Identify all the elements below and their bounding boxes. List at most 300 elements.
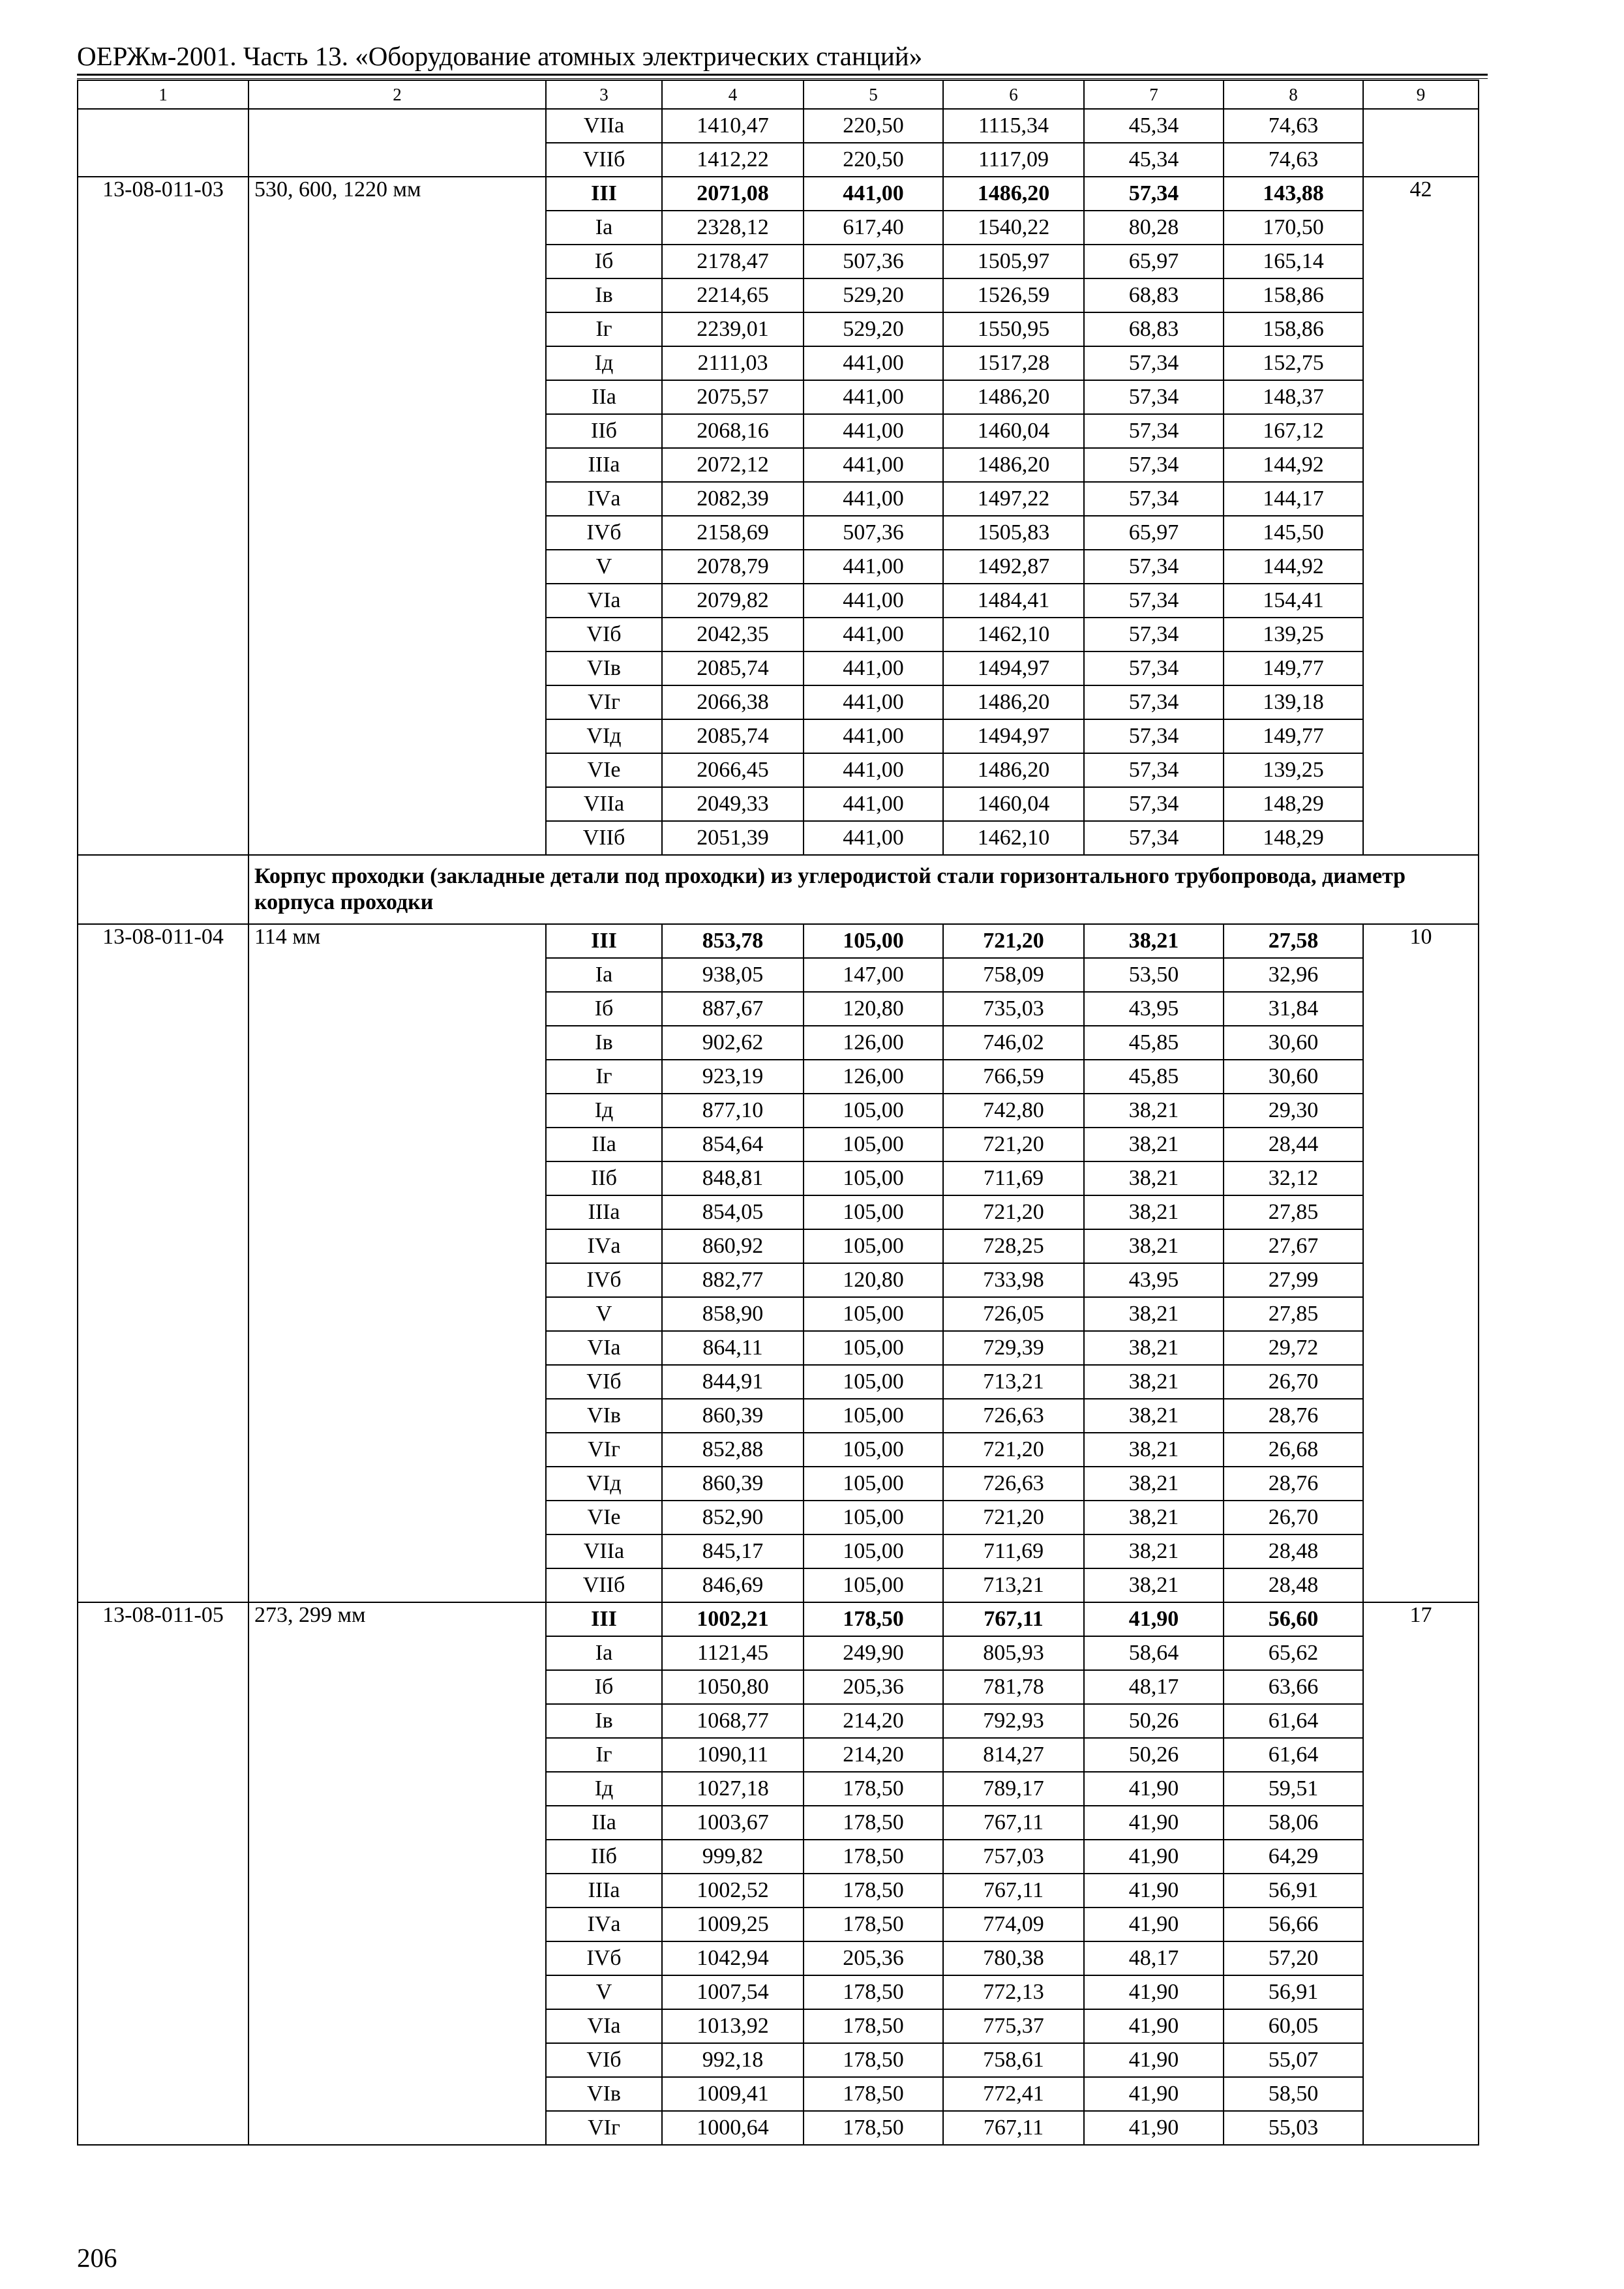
value-cell-5: 178,50: [804, 1772, 943, 1806]
table-row: [78, 1331, 1479, 1365]
unit-count-cell: [1363, 1501, 1479, 1534]
value-cell-3: Iв: [546, 1704, 662, 1738]
value-cell-5: 147,00: [804, 958, 943, 992]
table-row: [78, 1602, 1479, 1636]
value-cell-6: 774,09: [943, 1908, 1084, 1941]
value-cell-7: 41,90: [1084, 1840, 1224, 1874]
value-cell-3: Iд: [546, 1094, 662, 1128]
value-cell-7: 38,21: [1084, 1195, 1224, 1229]
value-cell-4: 860,92: [662, 1229, 804, 1263]
unit-count-cell: [1363, 2077, 1479, 2111]
unit-count-cell: [1363, 2111, 1479, 2145]
table-row: [78, 109, 1479, 143]
code-cell: [78, 143, 248, 177]
value-cell-6: 711,69: [943, 1534, 1084, 1568]
description-cell: [248, 346, 546, 380]
value-cell-4: 845,17: [662, 1534, 804, 1568]
code-cell: [78, 1670, 248, 1704]
value-cell-3: V: [546, 1297, 662, 1331]
value-cell-4: 1000,64: [662, 2111, 804, 2145]
value-cell-7: 48,17: [1084, 1670, 1224, 1704]
value-cell-6: 721,20: [943, 924, 1084, 958]
value-cell-4: 1009,25: [662, 1908, 804, 1941]
table-row: [78, 1704, 1479, 1738]
value-cell-6: 1517,28: [943, 346, 1084, 380]
code-cell: [78, 2009, 248, 2043]
unit-count-cell: [1363, 414, 1479, 448]
value-cell-3: IIIа: [546, 1195, 662, 1229]
value-cell-3: IVа: [546, 1908, 662, 1941]
table-row: [78, 2009, 1479, 2043]
value-cell-5: 105,00: [804, 1399, 943, 1433]
value-cell-3: IVа: [546, 1229, 662, 1263]
unit-count-cell: [1363, 1467, 1479, 1501]
value-cell-6: 1486,20: [943, 685, 1084, 719]
value-cell-8: 28,44: [1224, 1128, 1363, 1161]
description-cell: [248, 1501, 546, 1534]
unit-count-cell: [1363, 584, 1479, 618]
code-cell: [78, 312, 248, 346]
value-cell-5: 441,00: [804, 651, 943, 685]
unit-count-cell: 17: [1363, 1602, 1479, 1636]
value-cell-4: 2085,74: [662, 719, 804, 753]
code-cell: [78, 1874, 248, 1908]
table-row: [78, 1806, 1479, 1840]
description-cell: [248, 550, 546, 584]
unit-count-cell: [1363, 1433, 1479, 1467]
table-row: [78, 380, 1479, 414]
value-cell-8: 30,60: [1224, 1060, 1363, 1094]
value-cell-4: 860,39: [662, 1467, 804, 1501]
value-cell-6: 1462,10: [943, 618, 1084, 651]
value-cell-8: 167,12: [1224, 414, 1363, 448]
value-cell-5: 105,00: [804, 1229, 943, 1263]
value-cell-7: 57,34: [1084, 618, 1224, 651]
value-cell-7: 57,34: [1084, 177, 1224, 211]
unit-count-cell: [1363, 312, 1479, 346]
code-cell: [78, 380, 248, 414]
unit-count-cell: [1363, 1975, 1479, 2009]
value-cell-8: 60,05: [1224, 2009, 1363, 2043]
value-cell-6: 1505,83: [943, 516, 1084, 550]
value-cell-7: 48,17: [1084, 1941, 1224, 1975]
value-cell-3: Iа: [546, 958, 662, 992]
value-cell-7: 57,34: [1084, 651, 1224, 685]
value-cell-7: 68,83: [1084, 278, 1224, 312]
table-row: [78, 346, 1479, 380]
value-cell-6: 721,20: [943, 1433, 1084, 1467]
value-cell-3: Iд: [546, 1772, 662, 1806]
value-cell-7: 38,21: [1084, 1094, 1224, 1128]
code-cell: [78, 1908, 248, 1941]
table-row: [78, 1975, 1479, 2009]
value-cell-4: 1007,54: [662, 1975, 804, 2009]
value-cell-4: 2066,38: [662, 685, 804, 719]
value-cell-7: 45,34: [1084, 109, 1224, 143]
value-cell-3: IIа: [546, 380, 662, 414]
value-cell-3: VIIа: [546, 1534, 662, 1568]
table-row: [78, 1128, 1479, 1161]
value-cell-7: 57,34: [1084, 380, 1224, 414]
code-cell: [78, 821, 248, 855]
value-cell-4: 854,64: [662, 1128, 804, 1161]
value-cell-8: 26,68: [1224, 1433, 1363, 1467]
code-cell: [78, 1467, 248, 1501]
code-cell: [78, 448, 248, 482]
table-row: [78, 719, 1479, 753]
value-cell-4: 882,77: [662, 1263, 804, 1297]
unit-count-cell: [1363, 1331, 1479, 1365]
value-cell-6: 735,03: [943, 992, 1084, 1026]
value-cell-8: 56,91: [1224, 1874, 1363, 1908]
value-cell-5: 105,00: [804, 1094, 943, 1128]
value-cell-6: 758,61: [943, 2043, 1084, 2077]
description-cell: 530, 600, 1220 мм: [248, 177, 546, 211]
unit-count-cell: [1363, 753, 1479, 787]
code-cell: [78, 1433, 248, 1467]
value-cell-4: 852,88: [662, 1433, 804, 1467]
value-cell-5: 105,00: [804, 924, 943, 958]
value-cell-5: 178,50: [804, 2043, 943, 2077]
unit-count-cell: [1363, 1908, 1479, 1941]
value-cell-8: 30,60: [1224, 1026, 1363, 1060]
code-cell: [78, 787, 248, 821]
value-cell-6: 1486,20: [943, 448, 1084, 482]
description-cell: [248, 1704, 546, 1738]
table-row: [78, 1840, 1479, 1874]
value-cell-7: 57,34: [1084, 346, 1224, 380]
unit-count-cell: [1363, 1772, 1479, 1806]
description-cell: [248, 245, 546, 278]
value-cell-5: 441,00: [804, 482, 943, 516]
value-cell-8: 58,06: [1224, 1806, 1363, 1840]
value-cell-8: 27,99: [1224, 1263, 1363, 1297]
page-number: 206: [77, 2243, 117, 2273]
value-cell-5: 220,50: [804, 109, 943, 143]
value-cell-7: 65,97: [1084, 245, 1224, 278]
value-cell-8: 143,88: [1224, 177, 1363, 211]
code-cell: [78, 109, 248, 143]
unit-count-cell: 42: [1363, 177, 1479, 211]
table-row: [78, 1772, 1479, 1806]
value-cell-6: 726,63: [943, 1467, 1084, 1501]
table-row: [78, 278, 1479, 312]
value-cell-8: 158,86: [1224, 312, 1363, 346]
value-cell-4: 854,05: [662, 1195, 804, 1229]
value-cell-4: 999,82: [662, 1840, 804, 1874]
value-cell-8: 55,07: [1224, 2043, 1363, 2077]
value-cell-7: 38,21: [1084, 1161, 1224, 1195]
unit-count-cell: [1363, 1094, 1479, 1128]
value-cell-6: 1550,95: [943, 312, 1084, 346]
value-cell-8: 63,66: [1224, 1670, 1363, 1704]
value-cell-4: 1068,77: [662, 1704, 804, 1738]
description-cell: [248, 2009, 546, 2043]
value-cell-3: III: [546, 924, 662, 958]
value-cell-3: VIе: [546, 753, 662, 787]
value-cell-4: 1002,52: [662, 1874, 804, 1908]
value-cell-6: 1484,41: [943, 584, 1084, 618]
value-cell-5: 105,00: [804, 1568, 943, 1602]
value-cell-8: 59,51: [1224, 1772, 1363, 1806]
value-cell-5: 214,20: [804, 1704, 943, 1738]
value-cell-7: 38,21: [1084, 1568, 1224, 1602]
value-cell-5: 507,36: [804, 516, 943, 550]
value-cell-5: 178,50: [804, 1840, 943, 1874]
value-cell-4: 2085,74: [662, 651, 804, 685]
code-cell: [78, 1161, 248, 1195]
code-cell: [78, 958, 248, 992]
value-cell-3: VIIб: [546, 1568, 662, 1602]
value-cell-4: 2214,65: [662, 278, 804, 312]
code-cell: [78, 414, 248, 448]
value-cell-7: 57,34: [1084, 414, 1224, 448]
description-cell: [248, 109, 546, 143]
table-row: [78, 1297, 1479, 1331]
table-row: [78, 651, 1479, 685]
table-row: [78, 482, 1479, 516]
value-cell-5: 178,50: [804, 2009, 943, 2043]
description-cell: [248, 753, 546, 787]
table-row: [78, 1738, 1479, 1772]
value-cell-5: 178,50: [804, 1975, 943, 2009]
value-cell-3: IIIа: [546, 448, 662, 482]
value-cell-3: Iг: [546, 312, 662, 346]
value-cell-3: VIд: [546, 1467, 662, 1501]
value-cell-3: VIб: [546, 1365, 662, 1399]
value-cell-7: 57,34: [1084, 482, 1224, 516]
description-cell: [248, 414, 546, 448]
code-cell: [78, 1568, 248, 1602]
value-cell-7: 38,21: [1084, 1534, 1224, 1568]
value-cell-8: 149,77: [1224, 719, 1363, 753]
value-cell-8: 56,91: [1224, 1975, 1363, 2009]
unit-count-cell: 10: [1363, 924, 1479, 958]
description-cell: [248, 787, 546, 821]
value-cell-8: 56,66: [1224, 1908, 1363, 1941]
unit-count-cell: [1363, 143, 1479, 177]
value-cell-8: 139,18: [1224, 685, 1363, 719]
code-cell: [78, 1636, 248, 1670]
code-cell: 13-08-011-03: [78, 177, 248, 211]
value-cell-3: VIв: [546, 2077, 662, 2111]
value-cell-4: 2068,16: [662, 414, 804, 448]
table-row: [78, 1908, 1479, 1941]
description-cell: [248, 1263, 546, 1297]
value-cell-4: 2078,79: [662, 550, 804, 584]
unit-count-cell: [1363, 1874, 1479, 1908]
value-cell-5: 105,00: [804, 1161, 943, 1195]
description-cell: [248, 143, 546, 177]
code-cell: [78, 211, 248, 245]
value-cell-7: 41,90: [1084, 1602, 1224, 1636]
value-cell-4: 846,69: [662, 1568, 804, 1602]
value-cell-5: 178,50: [804, 1908, 943, 1941]
description-cell: [248, 1195, 546, 1229]
table-row: [78, 1094, 1479, 1128]
description-cell: 114 мм: [248, 924, 546, 958]
unit-count-cell: [1363, 1128, 1479, 1161]
value-cell-5: 105,00: [804, 1534, 943, 1568]
unit-count-cell: [1363, 346, 1479, 380]
value-cell-7: 38,21: [1084, 1331, 1224, 1365]
value-cell-3: Iа: [546, 1636, 662, 1670]
unit-count-cell: [1363, 1026, 1479, 1060]
value-cell-4: 1090,11: [662, 1738, 804, 1772]
value-cell-5: 105,00: [804, 1501, 943, 1534]
unit-count-cell: [1363, 380, 1479, 414]
value-cell-8: 32,12: [1224, 1161, 1363, 1195]
table-row: [78, 1365, 1479, 1399]
value-cell-3: VIе: [546, 1501, 662, 1534]
value-cell-6: 1460,04: [943, 787, 1084, 821]
section-row: [78, 855, 1479, 924]
table-row: [78, 1874, 1479, 1908]
unit-count-cell: [1363, 992, 1479, 1026]
value-cell-8: 64,29: [1224, 1840, 1363, 1874]
unit-count-cell: [1363, 1229, 1479, 1263]
value-cell-5: 441,00: [804, 787, 943, 821]
value-cell-6: 767,11: [943, 1874, 1084, 1908]
value-cell-7: 41,90: [1084, 2111, 1224, 2145]
value-cell-4: 1027,18: [662, 1772, 804, 1806]
table-row: [78, 1060, 1479, 1094]
value-cell-8: 56,60: [1224, 1602, 1363, 1636]
value-cell-3: VIг: [546, 2111, 662, 2145]
code-cell: [78, 1941, 248, 1975]
column-number-cell: 7: [1084, 80, 1224, 109]
value-cell-6: 814,27: [943, 1738, 1084, 1772]
description-cell: [248, 1026, 546, 1060]
value-cell-5: 507,36: [804, 245, 943, 278]
value-cell-6: 1526,59: [943, 278, 1084, 312]
value-cell-8: 55,03: [1224, 2111, 1363, 2145]
value-cell-7: 65,97: [1084, 516, 1224, 550]
code-cell: [78, 719, 248, 753]
value-cell-6: 721,20: [943, 1501, 1084, 1534]
value-cell-8: 28,76: [1224, 1399, 1363, 1433]
table-row: [78, 618, 1479, 651]
column-number-cell: 9: [1363, 80, 1479, 109]
value-cell-5: 120,80: [804, 992, 943, 1026]
table-row: [78, 516, 1479, 550]
rates-table: [77, 80, 1479, 2146]
value-cell-6: 789,17: [943, 1772, 1084, 1806]
value-cell-5: 617,40: [804, 211, 943, 245]
value-cell-7: 38,21: [1084, 1467, 1224, 1501]
code-cell: [78, 346, 248, 380]
unit-count-cell: [1363, 1670, 1479, 1704]
section-title: Корпус проходки (закладные детали под проходки) из углеродистой стали горизонтального трубопровода, диаметр корпуса проходки: [248, 855, 1479, 924]
code-cell: [78, 651, 248, 685]
value-cell-8: 61,64: [1224, 1704, 1363, 1738]
unit-count-cell: [1363, 278, 1479, 312]
table-row: [78, 1534, 1479, 1568]
code-cell: [78, 516, 248, 550]
value-cell-5: 249,90: [804, 1636, 943, 1670]
value-cell-7: 41,90: [1084, 1806, 1224, 1840]
unit-count-cell: [1363, 1297, 1479, 1331]
value-cell-7: 38,21: [1084, 1501, 1224, 1534]
description-cell: [248, 821, 546, 855]
value-cell-8: 74,63: [1224, 109, 1363, 143]
value-cell-4: 2072,12: [662, 448, 804, 482]
value-cell-5: 178,50: [804, 1874, 943, 1908]
value-cell-8: 65,62: [1224, 1636, 1363, 1670]
description-cell: [248, 1738, 546, 1772]
table-row: [78, 2077, 1479, 2111]
value-cell-8: 31,84: [1224, 992, 1363, 1026]
description-cell: [248, 516, 546, 550]
value-cell-6: 729,39: [943, 1331, 1084, 1365]
value-cell-6: 1492,87: [943, 550, 1084, 584]
table-row: [78, 1467, 1479, 1501]
value-cell-6: 767,11: [943, 1806, 1084, 1840]
value-cell-6: 1115,34: [943, 109, 1084, 143]
unit-count-cell: [1363, 211, 1479, 245]
value-cell-8: 74,63: [1224, 143, 1363, 177]
value-cell-8: 149,77: [1224, 651, 1363, 685]
value-cell-4: 877,10: [662, 1094, 804, 1128]
description-cell: [248, 685, 546, 719]
value-cell-6: 713,21: [943, 1365, 1084, 1399]
unit-count-cell: [1363, 1399, 1479, 1433]
value-cell-5: 441,00: [804, 346, 943, 380]
value-cell-8: 148,29: [1224, 787, 1363, 821]
value-cell-3: VIв: [546, 1399, 662, 1433]
description-cell: [248, 448, 546, 482]
value-cell-4: 2071,08: [662, 177, 804, 211]
unit-count-cell: [1363, 448, 1479, 482]
unit-count-cell: [1363, 1806, 1479, 1840]
code-cell: [78, 550, 248, 584]
code-cell: [78, 1738, 248, 1772]
value-cell-6: 781,78: [943, 1670, 1084, 1704]
value-cell-3: VIIа: [546, 787, 662, 821]
description-cell: [248, 1636, 546, 1670]
table-row: [78, 992, 1479, 1026]
value-cell-6: 1505,97: [943, 245, 1084, 278]
value-cell-6: 1486,20: [943, 753, 1084, 787]
value-cell-3: VIIа: [546, 109, 662, 143]
value-cell-5: 178,50: [804, 2077, 943, 2111]
description-cell: [248, 651, 546, 685]
table-row: [78, 550, 1479, 584]
value-cell-5: 178,50: [804, 1602, 943, 1636]
value-cell-4: 887,67: [662, 992, 804, 1026]
value-cell-4: 2042,35: [662, 618, 804, 651]
value-cell-8: 158,86: [1224, 278, 1363, 312]
description-cell: [248, 1297, 546, 1331]
value-cell-6: 1494,97: [943, 719, 1084, 753]
header-rule-thin: [77, 78, 1488, 79]
unit-count-cell: [1363, 1195, 1479, 1229]
code-cell: [78, 1128, 248, 1161]
value-cell-5: 441,00: [804, 584, 943, 618]
code-cell: [78, 1704, 248, 1738]
value-cell-4: 2049,33: [662, 787, 804, 821]
unit-count-cell: [1363, 821, 1479, 855]
value-cell-4: 858,90: [662, 1297, 804, 1331]
value-cell-4: 1042,94: [662, 1941, 804, 1975]
value-cell-4: 2051,39: [662, 821, 804, 855]
value-cell-4: 2066,45: [662, 753, 804, 787]
description-cell: [248, 1094, 546, 1128]
value-cell-8: 165,14: [1224, 245, 1363, 278]
column-number-cell: 1: [78, 80, 248, 109]
value-cell-8: 152,75: [1224, 346, 1363, 380]
value-cell-3: III: [546, 1602, 662, 1636]
